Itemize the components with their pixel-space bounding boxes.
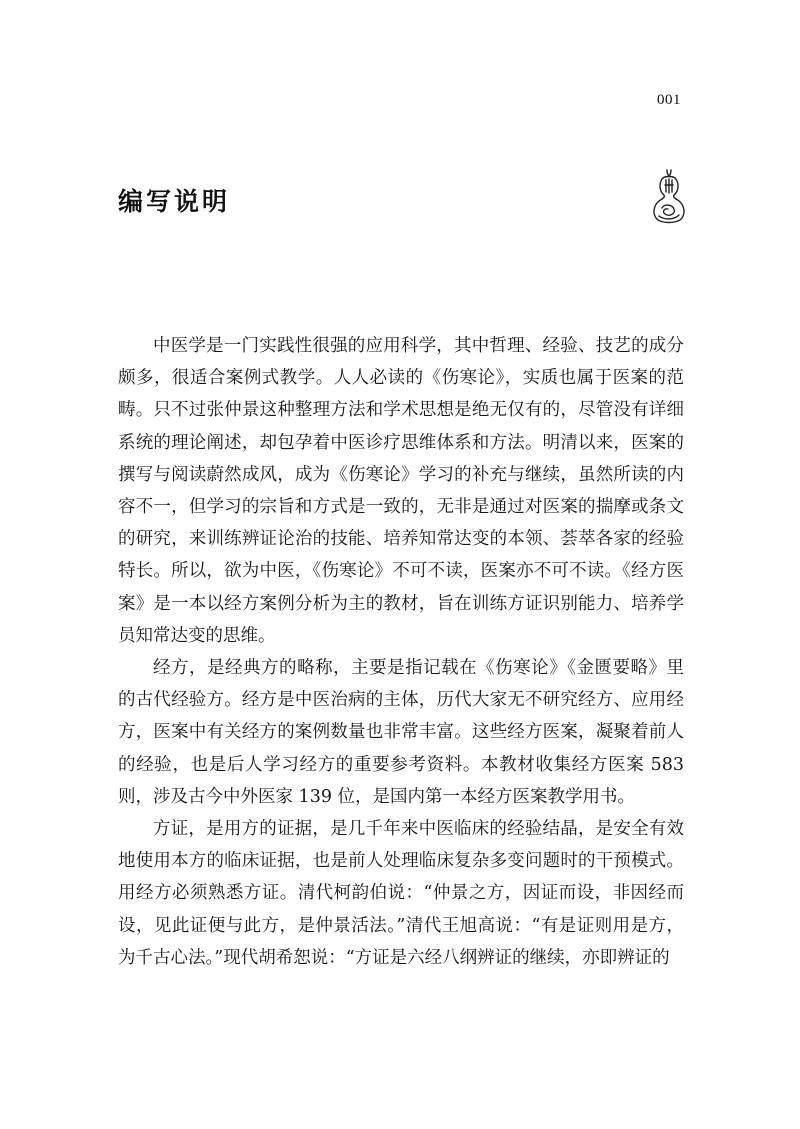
calabash-ornament-icon <box>650 168 688 226</box>
body-text <box>118 330 684 974</box>
page-number: 001 <box>657 92 681 108</box>
paragraph: 中医学是一门实践性很强的应用科学，其中哲理、经验、技艺的成分颇多，很适合案例式教学。人人必读的《伤寒论》，实质也属于医案的范畴。只不过张仲景这种整理方法和学术思想是绝无仅有的，尽管没有详细系统的理论阐述，却包孕着中医诊疗思维体系和方法。明清以来，医案的撰写与阅读蔚然成风，成为《伤寒论》学习的补充与继续，虽然所读的内容不一，但学习的宗旨和方式是一致的，无非是通过对医案的揣摩或条文的研究，来训练辨证论治的技能、培养知常达变的本领、荟萃各家的经验特长。所以，欲为中医，《伤寒论》不可不读，医案亦不可不读。《经方医案》是一本以经方案例分析为主的教材，旨在训练方证识别能力、培养学员知常达变的思维。 <box>118 336 684 646</box>
paragraph: 经方，是经典方的略称，主要是指记载在《伤寒论》《金匮要略》里的古代经验方。经方是中医治病的主体，历代大家无不研究经方、应用经方，医案中有关经方的案例数量也非常丰富。这些经方医案，凝聚着前人的经验，也是后人学习经方的重要参考资料。本教材收集经方医案 583 则，涉及古今中外医家 139 位，是国内第一本经方医案教学用书。 <box>118 658 684 807</box>
paragraph: 方证，是用方的证据，是几千年来中医临床的经验结晶，是安全有效地使用本方的临床证据，也是前人处理临床复杂多变问题时的干预模式。用经方必须熟悉方证。清代柯韵伯说：“仲景之方，因证而设，非因经而设，见此证便与此方，是仲景活法。”清代王旭高说：“有是证则用是方，为千古心法。”现代胡希恕说：“方证是六经八纲辨证的继续，亦即辨证的 <box>118 819 684 968</box>
page-title: 编写说明 <box>118 187 231 216</box>
